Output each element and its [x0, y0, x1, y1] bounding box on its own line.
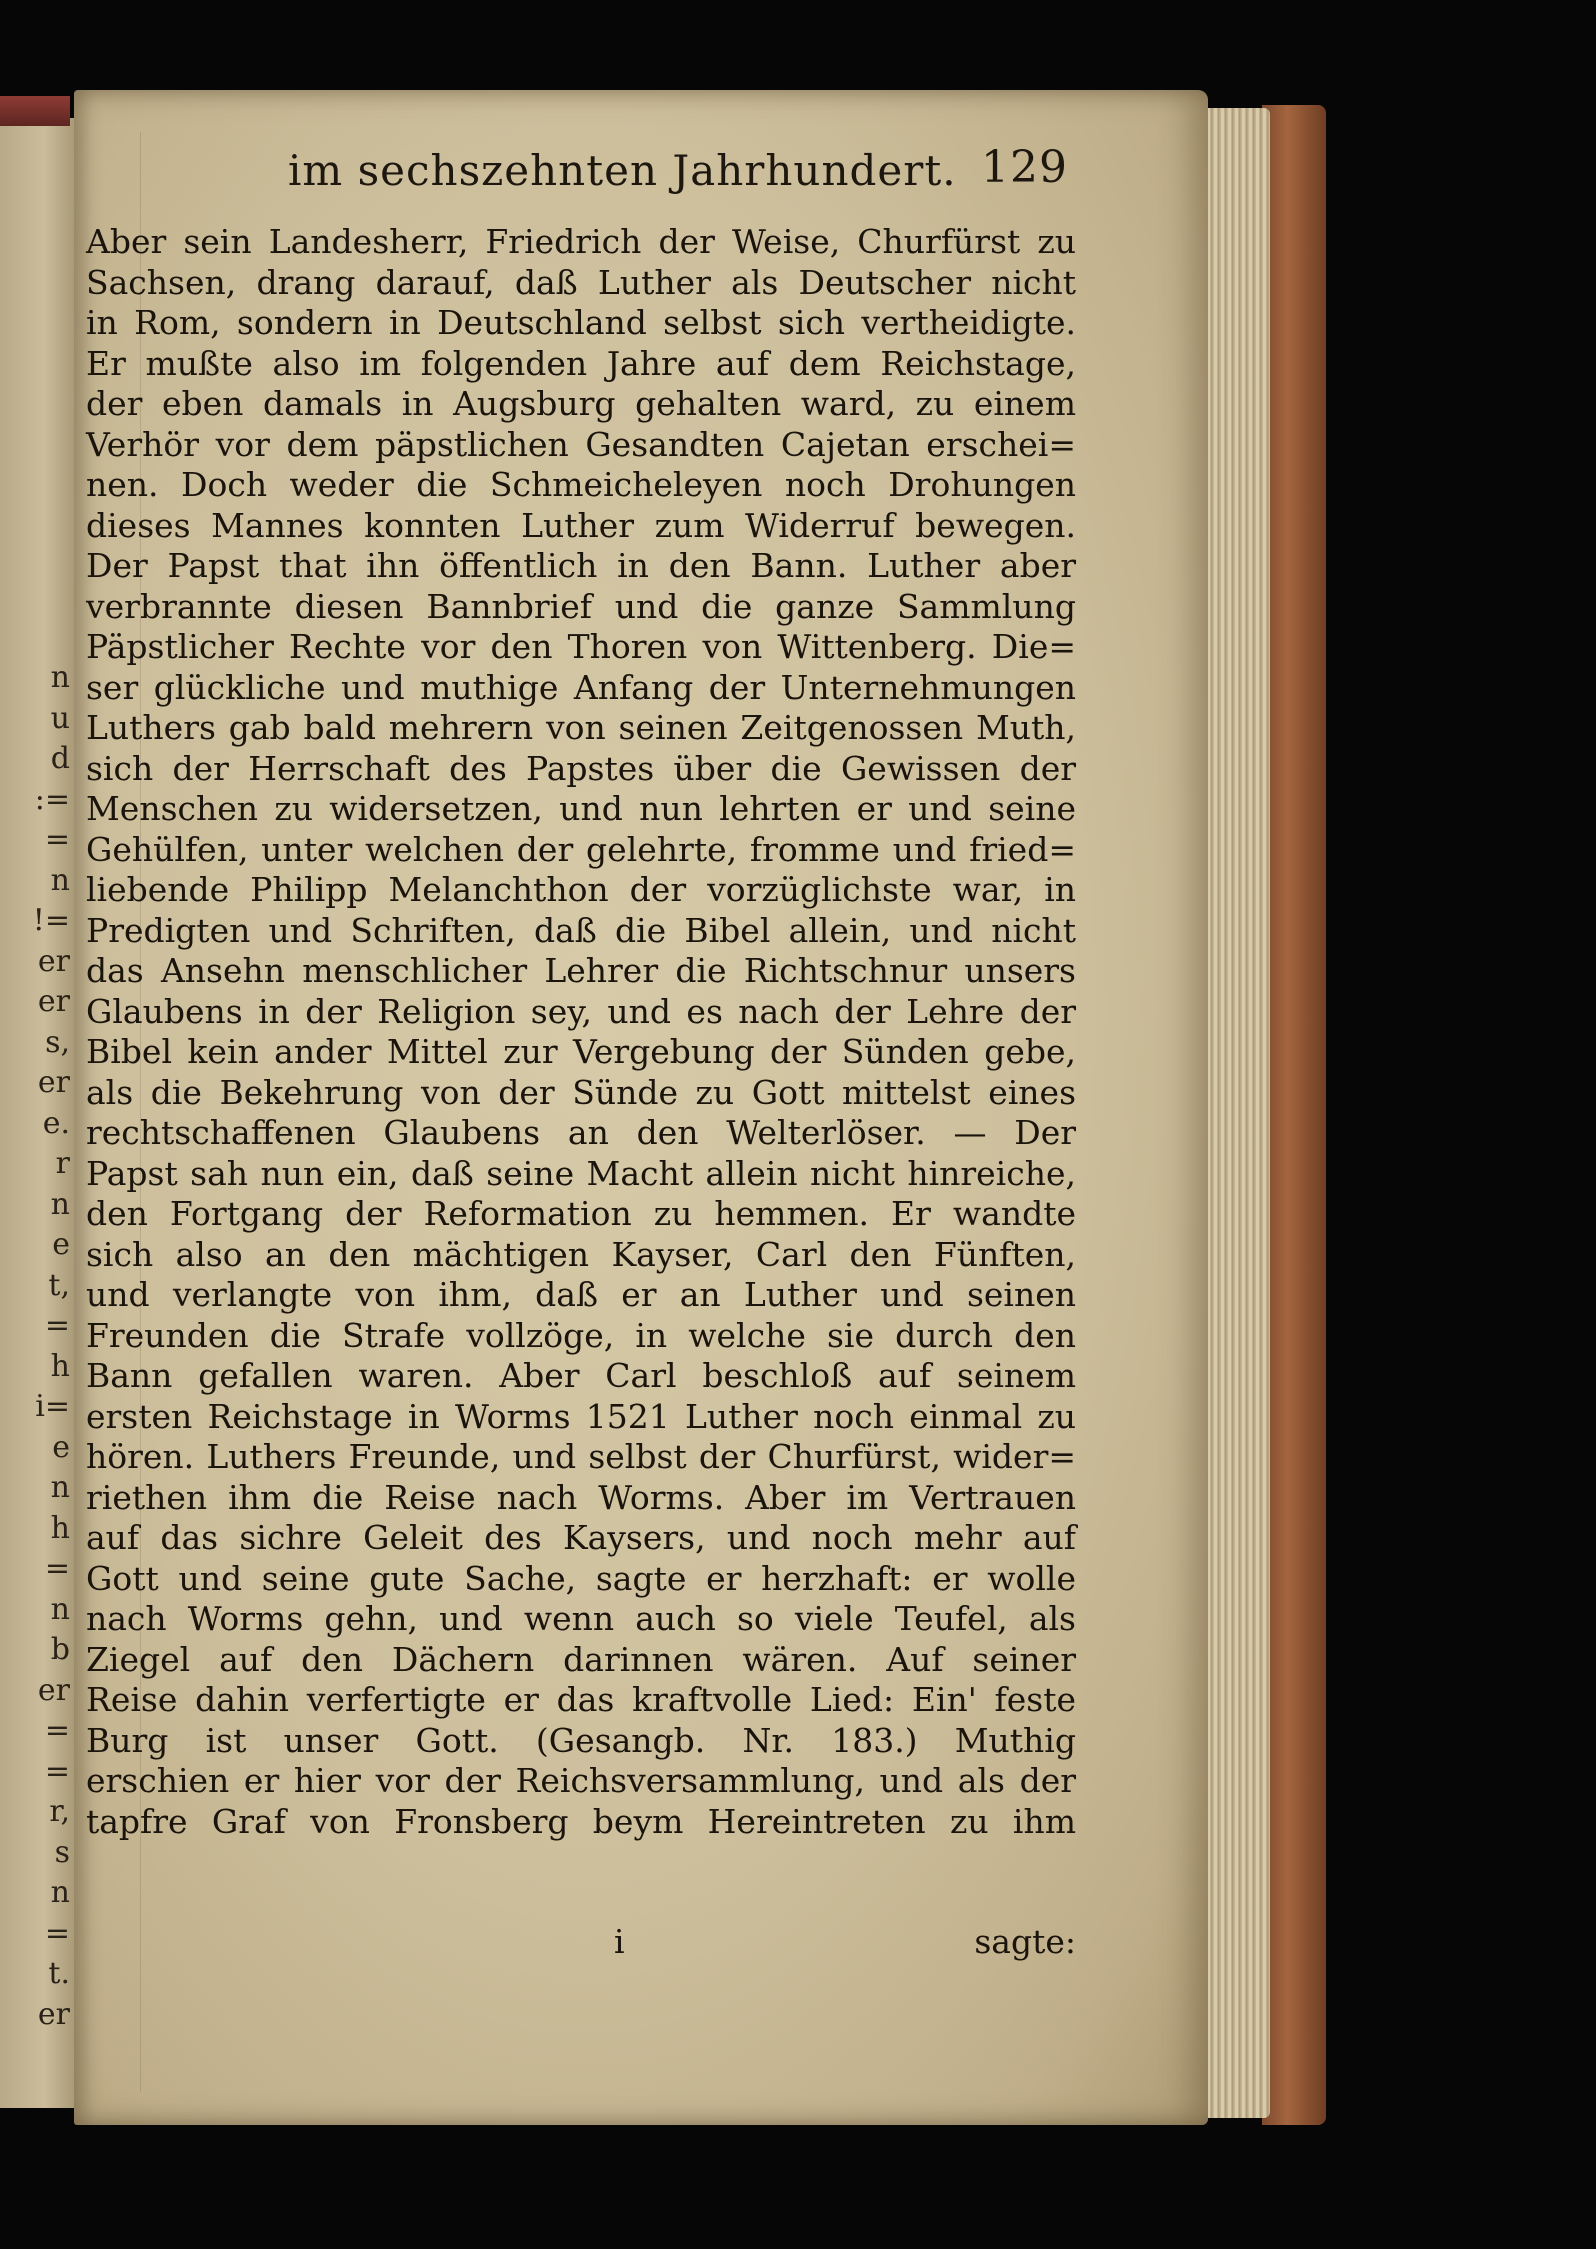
left-fragment: := — [34, 781, 70, 817]
text-line: den Fortgang der Reformation zu hemmen. Er wandte — [86, 1194, 1076, 1233]
left-fragment: n — [50, 862, 70, 898]
text-line: als die Bekehrung von der Sünde zu Gott mittelst eines — [86, 1072, 1076, 1112]
text-line: erschien er hier vor der Reichsversammlung, und als der — [86, 1761, 1076, 1800]
left-fragment: d — [50, 741, 70, 776]
left-fragment: s — [54, 1834, 70, 1870]
text-line: sich der Herrschaft des Papstes über die Gewissen der — [86, 748, 1076, 788]
red-ribbon-edge — [0, 96, 70, 126]
left-fragment: u — [50, 700, 70, 736]
left-fragment: n — [50, 1875, 70, 1910]
left-fragment: t, — [48, 1267, 70, 1303]
text-line: riethen ihm die Reise nach Worms. Aber im Vertrauen — [86, 1477, 1076, 1517]
text-line: Freunden die Strafe vollzöge, in welche sie durch den — [86, 1315, 1076, 1355]
text-line: in Rom, sondern in Deutschland selbst sich vertheidigte. — [86, 303, 1076, 342]
left-fragment: != — [32, 903, 70, 938]
text-line: sich also an den mächtigen Kayser, Carl den Fünften, — [86, 1234, 1076, 1274]
text-line: Papst sah nun ein, daß seine Macht allein nicht hinreiche, — [86, 1153, 1076, 1193]
text-line: tapfre Graf von Fronsberg beym Hereintreten zu ihm — [86, 1801, 1076, 1841]
left-fragment: e. — [42, 1105, 70, 1141]
left-fragment: er — [37, 984, 70, 1019]
text-line: Menschen zu widersetzen, und nun lehrten er und seine — [86, 789, 1076, 828]
left-fragment: = — [44, 1308, 70, 1343]
text-line: das Ansehn menschlicher Lehrer die Richtschnur unsers — [86, 951, 1076, 990]
left-fragment: e — [52, 1429, 70, 1465]
left-fragment: n — [50, 1591, 70, 1627]
body-text — [86, 222, 1076, 1842]
page-stack-edge — [1200, 108, 1270, 2118]
left-fragment: er — [37, 1996, 70, 2032]
left-fragment: h — [50, 1510, 70, 1546]
text-line: Burg ist unser Gott. (Gesangb. Nr. 183.) Muthig — [86, 1720, 1076, 1760]
text-line: ersten Reichstage in Worms 1521 Luther noch einmal zu — [86, 1396, 1076, 1436]
text-line: der eben damals in Augsburg gehalten ward, zu einem — [86, 384, 1076, 423]
left-fragment: n — [50, 660, 70, 695]
text-line: Aber sein Landesherr, Friedrich der Weise, Churfürst zu — [86, 222, 1076, 261]
left-page-text-fragments — [4, 658, 70, 2035]
left-facing-page — [0, 118, 76, 2108]
left-fragment: er — [37, 1672, 70, 1708]
left-fragment: er — [37, 943, 70, 979]
text-line: Verhör vor dem päpstlichen Gesandten Cajetan erschei= — [86, 424, 1076, 464]
text-line: Bann gefallen waren. Aber Carl beschloß auf seinem — [86, 1356, 1076, 1395]
text-line: liebende Philipp Melanchthon der vorzüglichste war, in — [86, 870, 1076, 909]
text-line: Predigten und Schriften, daß die Bibel allein, und nicht — [86, 910, 1076, 950]
left-fragment: = — [44, 1551, 70, 1586]
left-fragment: = — [44, 1915, 70, 1951]
text-line: und verlangte von ihm, daß er an Luther und seinen — [86, 1275, 1076, 1314]
left-fragment: n — [50, 1470, 70, 1505]
text-line: Päpstlicher Rechte vor den Thoren von Wittenberg. Die= — [86, 627, 1076, 666]
text-line: Luthers gab bald mehrern von seinen Zeitgenossen Muth, — [86, 708, 1076, 747]
text-line: ser glückliche und muthige Anfang der Unternehmungen — [86, 667, 1076, 707]
text-line: hören. Luthers Freunde, und selbst der Churfürst, wider= — [86, 1437, 1076, 1476]
left-fragment: = — [44, 1753, 70, 1789]
text-line: nen. Doch weder die Schmeicheleyen noch Drohungen — [86, 465, 1076, 504]
text-line: rechtschaffenen Glaubens an den Welterlöser. — Der — [86, 1113, 1076, 1152]
signature-mark: i — [614, 1922, 625, 1961]
text-line: Gehülfen, unter welchen der gelehrte, fromme und fried= — [86, 829, 1076, 869]
text-line: auf das sichre Geleit des Kaysers, und noch mehr auf — [86, 1518, 1076, 1557]
left-fragment: = — [44, 822, 70, 857]
left-fragment: s, — [45, 1024, 70, 1060]
page-number: 129 — [981, 142, 1068, 193]
text-line: nach Worms gehn, und wenn auch so viele Teufel, als — [86, 1599, 1076, 1638]
left-fragment: t. — [48, 1956, 70, 1991]
left-fragment: h — [50, 1348, 70, 1384]
text-line: Er mußte also im folgenden Jahre auf dem Reichstage, — [86, 343, 1076, 383]
text-line: Glaubens in der Religion sey, und es nach der Lehre der — [86, 991, 1076, 1031]
left-fragment: n — [50, 1186, 70, 1222]
text-line: Ziegel auf den Dächern darinnen wären. Auf seiner — [86, 1639, 1076, 1679]
text-line: Sachsen, drang darauf, daß Luther als Deutscher nicht — [86, 262, 1076, 302]
text-line: dieses Mannes konnten Luther zum Widerruf bewegen. — [86, 505, 1076, 545]
text-line: Reise dahin verfertigte er das kraftvolle Lied: Ein' feste — [86, 1680, 1076, 1719]
left-fragment: e — [52, 1227, 70, 1262]
left-fragment: er — [37, 1065, 70, 1100]
text-line: Gott und seine gute Sache, sagte er herzhaft: er wolle — [86, 1558, 1076, 1598]
text-line: Bibel kein ander Mittel zur Vergebung der Sünden gebe, — [86, 1032, 1076, 1071]
catchword: sagte: — [974, 1922, 1076, 1961]
left-fragment: i= — [35, 1389, 70, 1424]
page-footer — [86, 1922, 1076, 1964]
text-line: Der Papst that ihn öffentlich in den Bann. Luther aber — [86, 546, 1076, 585]
left-fragment: b — [50, 1632, 70, 1667]
book-cover-edge — [1262, 105, 1326, 2125]
page-header — [288, 138, 1068, 208]
left-fragment: r — [55, 1146, 70, 1181]
running-title: im sechszehnten Jahrhundert. — [288, 146, 957, 195]
left-fragment: = — [44, 1713, 70, 1748]
left-fragment: r, — [49, 1794, 70, 1829]
text-line: verbrannte diesen Bannbrief und die ganze Sammlung — [86, 586, 1076, 626]
